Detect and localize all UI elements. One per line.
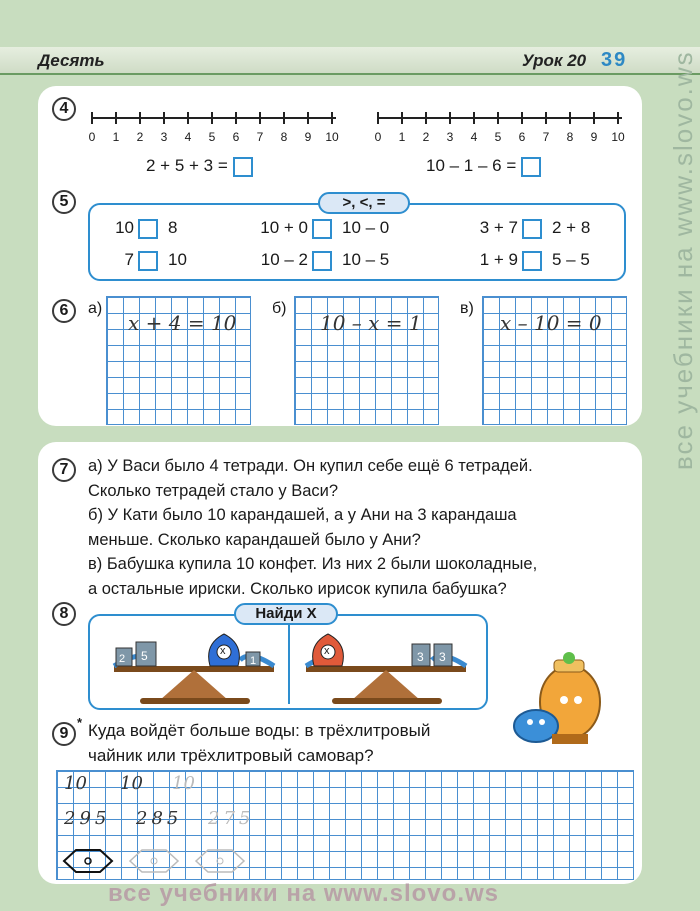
number-line-label: 5 (208, 130, 216, 144)
number-line-label: 0 (374, 130, 382, 144)
comparison-right: 10 – 0 (342, 218, 390, 237)
right-weight-2: 3 (439, 650, 446, 664)
number-line-label: 10 (325, 130, 339, 144)
page-number: 39 (601, 49, 628, 71)
watermark-vertical: все учебники на www.slovo.ws (668, 50, 698, 470)
number-line-label: 10 (611, 130, 625, 144)
comparison-right: 8 (168, 218, 178, 237)
comparison-left: 10 – 2 (260, 250, 308, 269)
exercise-9-number: 9 (52, 722, 76, 746)
ex7-line: а) У Васи было 4 тетради. Он купил себе ещё 6 тетрадей. (88, 457, 533, 475)
copy-row1-c: 10 (172, 773, 195, 794)
number-line-label: 3 (160, 130, 168, 144)
expression-b (426, 156, 541, 177)
comparison-left: 3 + 7 (479, 218, 518, 237)
ex7-line: а остальные ириски. Сколько ирисок купила бабушка? (88, 579, 507, 598)
number-line-label: 7 (256, 130, 264, 144)
number-line-label: 9 (304, 130, 312, 144)
comparison-right: 10 – 5 (342, 250, 390, 269)
equation-c: x – 10 = 0 (500, 311, 602, 335)
number-line-label: 8 (566, 130, 574, 144)
copy-row2-c: 275 (208, 808, 255, 829)
signs-pill: >, <, = (318, 192, 410, 214)
answer-box[interactable] (521, 157, 541, 177)
copy-pattern-shapes (60, 846, 260, 876)
topic-title: Десять (38, 51, 105, 70)
number-line-label: 4 (184, 130, 192, 144)
number-line-label: 8 (280, 130, 288, 144)
comparison-right: 5 – 5 (552, 250, 590, 269)
ex6-label-b: б) (272, 300, 287, 317)
copy-row1-a: 10 (64, 773, 87, 794)
left-bag-label: x (220, 645, 226, 657)
exercise-8-number: 8 (52, 602, 76, 626)
watermark-bottom: все учебники на www.slovo.ws (108, 880, 499, 907)
comparison-answer-box[interactable] (312, 251, 332, 271)
ex9-line2: чайник или трёхлитровый самовар? (88, 746, 374, 765)
ex7-line: Сколько тетрадей стало у Васи? (88, 481, 339, 500)
exercise-5-number: 5 (52, 190, 76, 214)
ex7-line: б) У Кати было 10 карандашей, а у Ани на 3 карандаша (88, 506, 517, 524)
left-weight-2: 5 (141, 649, 148, 663)
page-header (0, 47, 700, 75)
ex6-label-c: в) (460, 300, 474, 317)
copy-row1-b: 10 (120, 773, 143, 794)
comparison-answer-box[interactable] (522, 219, 542, 239)
comparison-left: 10 + 0 (260, 218, 308, 237)
answer-box[interactable] (233, 157, 253, 177)
number-line-label: 2 (136, 130, 144, 144)
number-line-label: 5 (494, 130, 502, 144)
equation-a: x + 4 = 10 (128, 311, 237, 335)
comparison-left: 1 + 9 (479, 250, 518, 269)
ex6-label-a: а) (88, 300, 103, 317)
right-scale (306, 634, 466, 704)
lesson-title: Урок 20 (522, 51, 587, 70)
number-line-label: 2 (422, 130, 430, 144)
ex9-line1: Куда войдёт больше воды: в трёхлитровый (88, 721, 431, 740)
comparison-right: 10 (168, 250, 187, 269)
expression-a-text: 2 + 5 + 3 = (146, 156, 228, 175)
ex7-line: меньше. Сколько карандашей было у Ани? (88, 530, 421, 549)
ex7-line: в) Бабушка купила 10 конфет. Из них 2 были шоколадные, (88, 555, 538, 573)
right-weight-1: 3 (417, 650, 424, 664)
balance-scales (100, 620, 480, 710)
equation-b: 10 – x = 1 (320, 311, 422, 335)
number-line-label: 7 (542, 130, 550, 144)
exercise-7-number: 7 (52, 458, 76, 482)
left-weight-1: 2 (119, 653, 126, 665)
exercise-6-number: 6 (52, 299, 76, 323)
right-bag-label: x (324, 645, 330, 657)
samovar-teapot-illustration (508, 650, 608, 750)
number-line-label: 6 (518, 130, 526, 144)
expression-b-text: 10 – 1 – 6 = (426, 156, 517, 175)
comparison-answer-box[interactable] (138, 219, 158, 239)
comparison-answer-box[interactable] (312, 219, 332, 239)
number-line-label: 1 (398, 130, 406, 144)
copy-row2-a: 295 (64, 808, 111, 829)
comparison-left: 10 (115, 218, 134, 237)
comparison-answer-box[interactable] (138, 251, 158, 271)
expression-a (146, 156, 253, 177)
number-line-label: 6 (232, 130, 240, 144)
left-scale (114, 634, 274, 704)
left-small-weight: 1 (250, 655, 257, 667)
comparison-right: 2 + 8 (552, 218, 591, 237)
star-mark: * (77, 715, 83, 730)
number-line-label: 4 (470, 130, 478, 144)
copy-row2-b: 285 (136, 808, 183, 829)
comparison-answer-box[interactable] (522, 251, 542, 271)
find-x-pill: Найди Х (234, 603, 338, 625)
number-line-label: 1 (112, 130, 120, 144)
exercise-4-number: 4 (52, 97, 76, 121)
number-lines (88, 108, 648, 132)
number-line-label: 0 (88, 130, 96, 144)
number-line-label: 9 (590, 130, 598, 144)
number-line-label: 3 (446, 130, 454, 144)
comparison-left: 7 (124, 250, 134, 269)
